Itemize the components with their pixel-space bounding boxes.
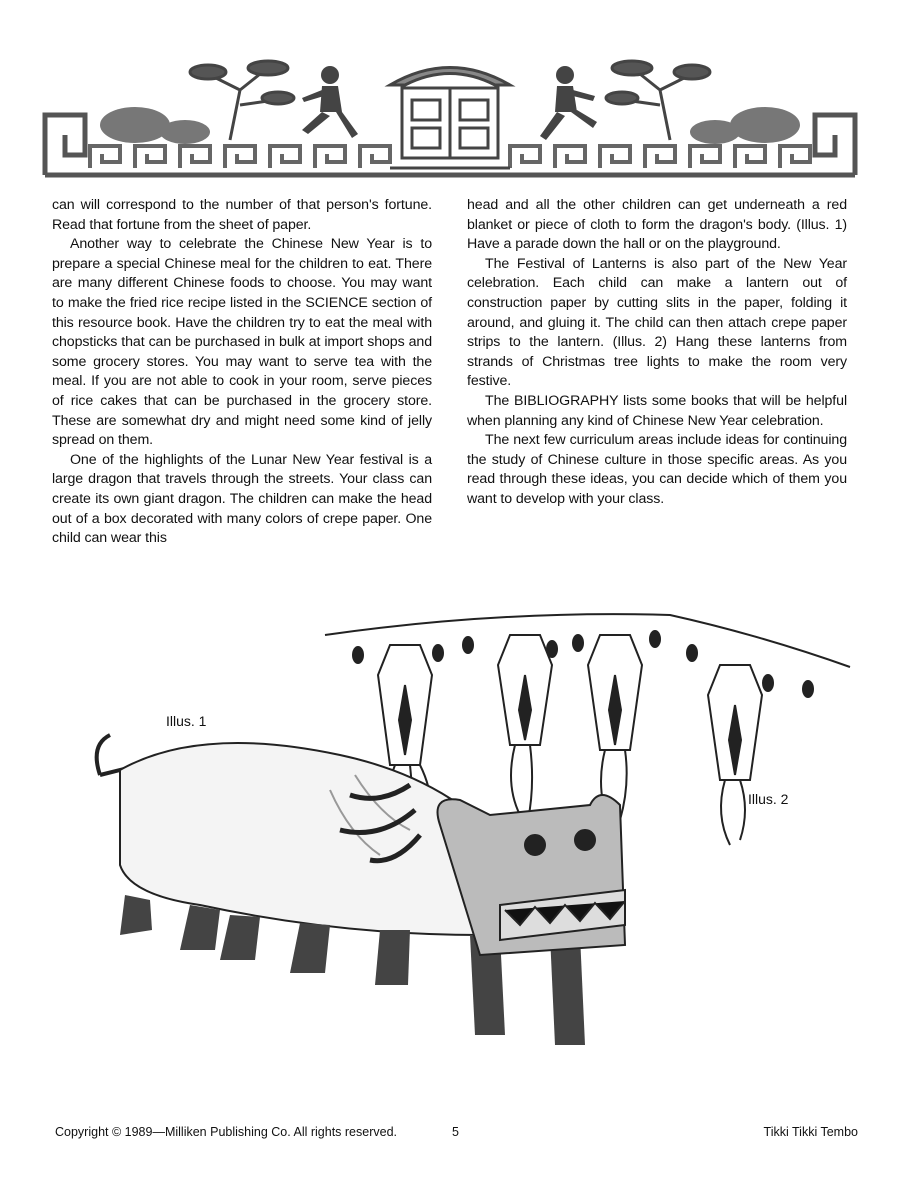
bush-right [690, 107, 800, 144]
dragon-body [97, 735, 480, 935]
footer-book-title: Tikki Tikki Tembo [763, 1125, 858, 1139]
paragraph-fortune-end: can will correspond to the number of that person's fortune. Read that fortune from the sheet of paper. [52, 197, 432, 233]
pavilion [390, 68, 510, 169]
header-banner-illustration [40, 50, 860, 180]
left-text-column [52, 196, 432, 549]
illustration-2-label: Illus. 2 [748, 791, 789, 807]
paragraph-dragon-parade: head and all the other children can get underneath a red blanket or piece of cloth to form the dragon's body. (Illus. 1) Have a parade down the hall or on the playground. [467, 197, 847, 253]
lantern-2 [498, 635, 552, 820]
lantern-4 [708, 665, 762, 845]
footer-page-number: 5 [452, 1125, 459, 1139]
running-child-right [540, 66, 597, 140]
paragraph-lantern-festival: The Festival of Lanterns is also part of the New Year celebration. Each child can make a lantern out of construction paper by cutting slits in the paper, folding it around, and gluing it. The child can then attach crepe paper strips to the lantern. (Illus. 2) Hang these lanterns from strands of Christmas tree lights to make the room very festive. [467, 255, 847, 390]
paragraph-bibliography: The BIBLIOGRAPHY lists some books that will be helpful when planning any kind of Chinese New Year celebration. [467, 392, 847, 429]
dragon-and-lanterns-illustration [80, 605, 860, 1075]
bush-left [100, 107, 210, 144]
running-child-left [302, 66, 358, 138]
paragraph-chinese-meal: Another way to celebrate the Chinese New Year is to prepare a special Chinese meal for the children to eat. There are many different Chinese foods to choose. You may want to make the fried rice recipe listed in the SCIENCE section of this resource book. Have the children try to eat the meal with chopsticks that can be purchased in bulk at import shops and some grocery stores. You may want to serve tea with the meal. If you are not able to cook in your room, serve pieces of rice cakes that can be purchased in the grocery store. These are somewhat dry and might need some kind of jelly spread on them. [52, 236, 432, 449]
footer-copyright: Copyright © 1989—Milliken Publishing Co. All rights reserved. [55, 1125, 398, 1139]
paragraph-dragon-intro: One of the highlights of the Lunar New Year festival is a large dragon that travels through the streets. Your class can create its own giant dragon. The children can make the head out of a box decorated with many colors of crepe paper. One child can wear this [52, 451, 432, 547]
paragraph-curriculum-areas: The next few curriculum areas include ideas for continuing the study of Chinese culture in those specific areas. As you read through these ideas, you can decide which of them you want to develop with your class. [467, 432, 847, 507]
illustration-1-label: Illus. 1 [166, 713, 207, 729]
right-text-column [467, 196, 847, 510]
